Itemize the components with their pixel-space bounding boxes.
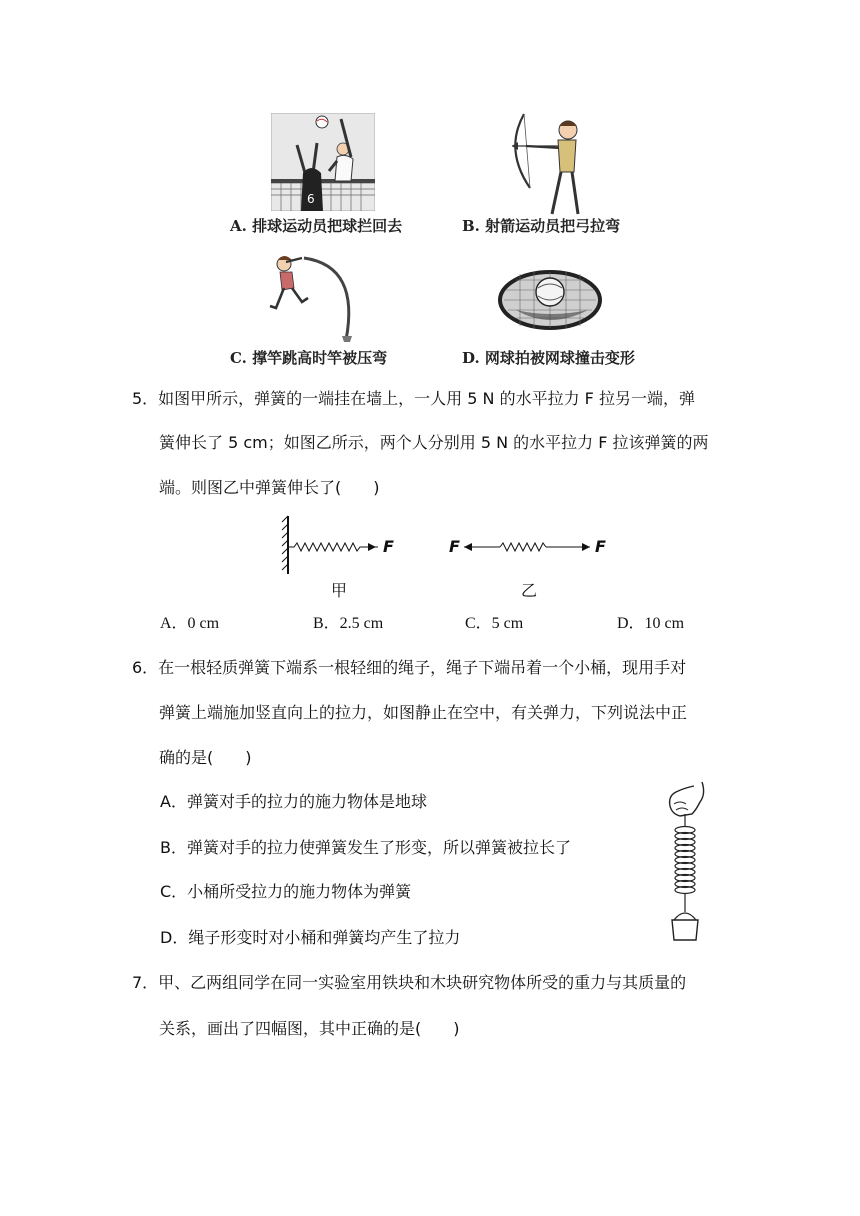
q5-line-1: 5．如图甲所示，弹簧的一端挂在墙上，一人用 5 N 的水平拉力 F 拉另一端，弹 xyxy=(132,389,695,408)
q5-option-b: B．2.5 cm xyxy=(313,615,384,632)
figure-label-jia: 甲 xyxy=(331,581,348,600)
q5-option-c: C．5 cm xyxy=(465,615,524,632)
volleyball-block-picture xyxy=(271,113,375,211)
q5-option-a: A．0 cm xyxy=(160,615,220,632)
archer-picture xyxy=(508,110,584,216)
pole-vault-picture xyxy=(262,248,366,342)
q6-option-d: D．绳子形变时对小桶和弹簧均产生了拉力 xyxy=(160,928,461,947)
caption-a: A. 排球运动员把球拦回去 xyxy=(230,217,403,235)
caption-d: D. 网球拍被网球撞击变形 xyxy=(462,349,635,367)
q6-line-2: 弹簧上端施加竖直向上的拉力，如图静止在空中，有关弹力，下列说法中正 xyxy=(159,703,688,722)
q6-option-a: A．弹簧对手的拉力的施力物体是地球 xyxy=(160,792,427,811)
jersey-number: 6 xyxy=(307,192,315,206)
caption-b: B. 射箭运动员把弓拉弯 xyxy=(462,217,621,235)
hand-spring-bucket-figure xyxy=(660,780,712,942)
q7-line-1: 7．甲、乙两组同学在同一实验室用铁块和木块研究物体所受的重力与其质量的 xyxy=(132,973,687,992)
force-label-jia: F xyxy=(383,537,394,556)
q5-line-2: 簧伸长了 5 cm；如图乙所示，两个人分别用 5 N 的水平拉力 F 拉该弹簧的两 xyxy=(159,433,709,452)
q5-option-d: D．10 cm xyxy=(617,615,685,632)
tennis-racket-picture xyxy=(496,258,606,340)
q5-line-3: 端。则图乙中弹簧伸长了( ) xyxy=(159,478,380,497)
figure-label-yi: 乙 xyxy=(521,581,538,600)
caption-c: C. 撑竿跳高时竿被压弯 xyxy=(230,349,388,367)
q6-option-c: C．小桶所受拉力的施力物体为弹簧 xyxy=(160,882,412,901)
force-label-yi-right: F xyxy=(595,537,606,556)
q6-line-3: 确的是( ) xyxy=(159,748,252,767)
q6-line-1: 6．在一根轻质弹簧下端系一根轻细的绳子，绳子下端吊着一个小桶，现用手对 xyxy=(132,658,687,677)
spring-figure-jia xyxy=(280,514,400,576)
spring-figure-yi xyxy=(460,532,594,562)
force-label-yi-left: F xyxy=(449,537,460,556)
q7-line-2: 关系，画出了四幅图，其中正确的是( ) xyxy=(159,1019,460,1038)
q6-option-b: B．弹簧对手的拉力使弹簧发生了形变，所以弹簧被拉长了 xyxy=(160,838,571,857)
